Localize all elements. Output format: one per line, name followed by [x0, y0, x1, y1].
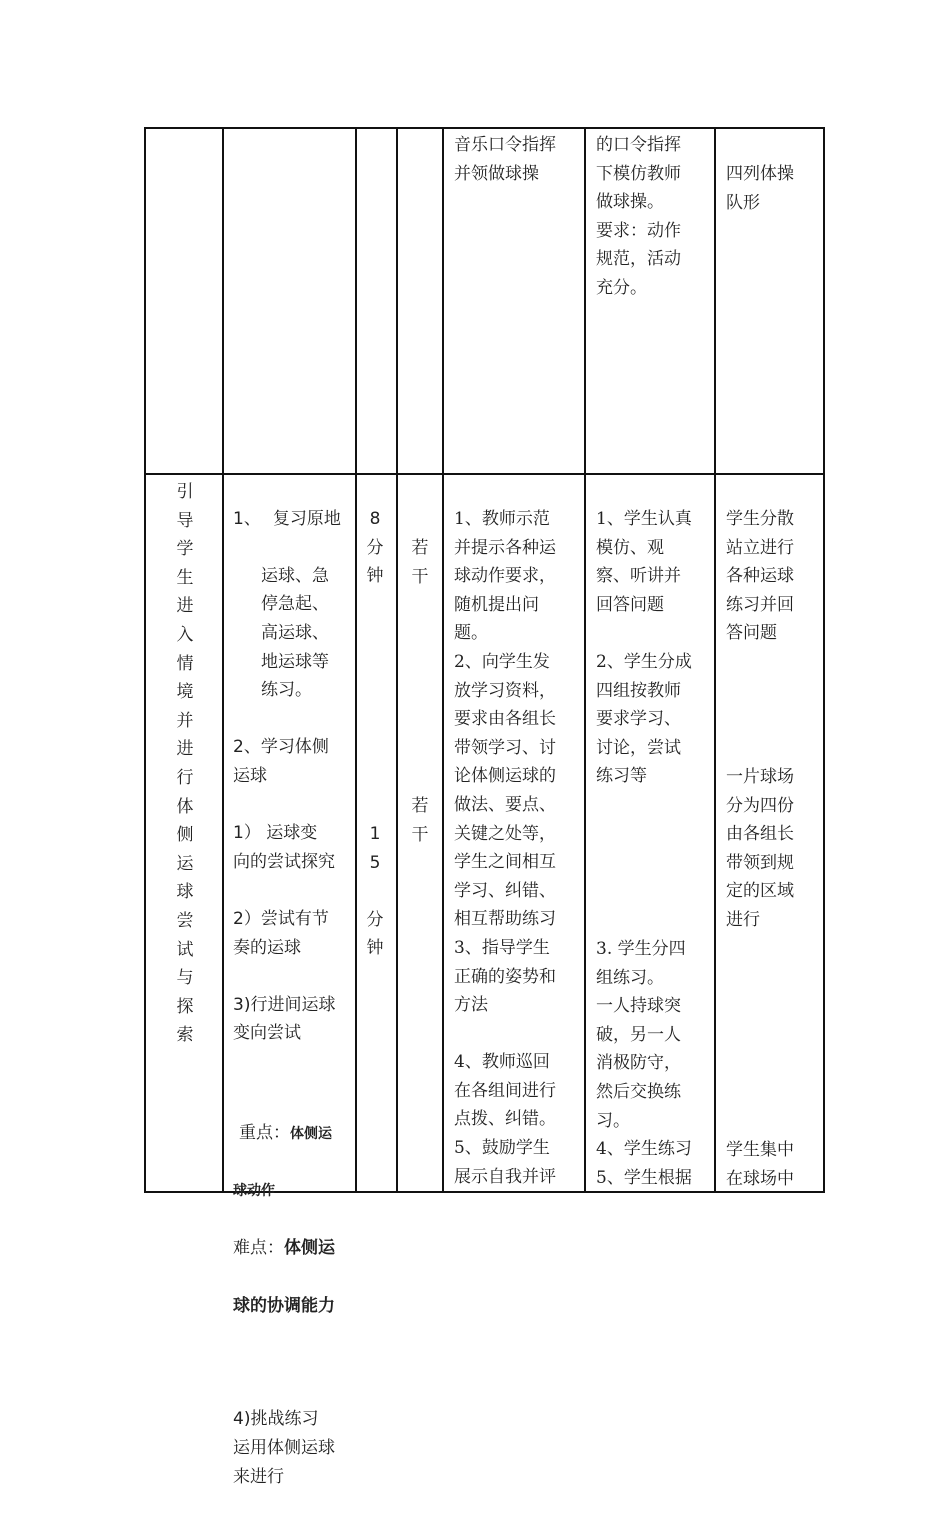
row2-time-1: 8 分 钟	[366, 509, 384, 587]
difficult-point	[233, 1234, 353, 1263]
row1-teacher-activity: 音乐口令指挥 并领做球操	[454, 135, 556, 184]
row2-organization-b: 一片球场 分为四份 由各组长 带领到规 定的区域 进行	[726, 767, 794, 930]
key-point-label: 重点：	[239, 1123, 290, 1144]
difficult-point-text-2: 球的协调能力	[233, 1295, 335, 1316]
row2-teacher-activity: 1、教师示范 并提示各种运 球动作要求， 随机提出问 题。 2、向学生发 放学习资料， 要求由各组长 带领学习、讨 论体侧运球的 做法、要点、 关键之处等， 学生之间相互 学习、纠错、 相互帮助练习 3、指导学生 正确的姿势和 方法 4、教师巡回 在各组间进行 点拨、纠错。 5、鼓励学生 展示自我并评	[454, 509, 556, 1187]
row2-student-activity-a: 1、学生认真 模仿、观 察、听讲并 回答问题 2、学生分成 四组按教师 要求学习、 讨论，尝试 练习等	[596, 509, 692, 787]
row2-stage-title: 引导学生进入情境并进行体侧运球尝试与探索	[176, 482, 194, 1046]
content-sub-2: 2）尝试有节 奏的运球	[233, 908, 329, 958]
lesson-plan-table	[144, 127, 825, 1487]
row-divider	[146, 473, 823, 475]
content-item-1	[233, 505, 353, 534]
column-divider	[396, 129, 398, 1191]
key-point-text-2: 球动作	[233, 1183, 275, 1200]
row2-count-2: 若 干	[411, 796, 429, 845]
column-divider	[222, 129, 224, 1191]
column-divider	[714, 129, 716, 1191]
content-item-4: 4)挑战练习 运用体侧运球 来进行	[233, 1409, 335, 1487]
row1-student-activity: 的口令指挥 下模仿教师 做球操。 要求：动作 规范，活动 充分。	[596, 135, 681, 298]
column-divider	[584, 129, 586, 1191]
item-1-text: 运球、急 停急起、 高运球、 地运球等 练习。	[261, 565, 329, 701]
difficult-point-label: 难点：	[233, 1238, 284, 1259]
row2-content	[233, 476, 353, 1520]
column-divider	[355, 129, 357, 1191]
item-1-number: 1、	[233, 508, 261, 529]
row1-organization: 四列体操 队形	[726, 164, 794, 213]
column-divider	[442, 129, 444, 1191]
content-item-2: 2、学习体侧 运球	[233, 737, 329, 786]
key-point-text: 体侧运	[290, 1126, 332, 1143]
item-1-first-line: 复习原地	[272, 508, 341, 529]
content-sub-1: 1） 运球变 向的尝试探究	[233, 823, 335, 872]
key-point	[233, 1119, 353, 1149]
row2-count-1: 若 干	[411, 538, 429, 587]
row2-organization-c: 学生集中 在球场中	[726, 1140, 794, 1189]
content-sub-3: 3)行进间运球 变向尝试	[233, 994, 336, 1044]
row2-time-2: 1 5 分 钟	[366, 824, 384, 959]
row2-student-activity-b: 3. 学生分四 组练习。 一人持球突 破，另一人 消极防守， 然后交换练 习。 4、学生练习 5、学生根据	[596, 939, 692, 1188]
row2-organization-a: 学生分散 站立进行 各种运球 练习并回 答问题	[726, 509, 794, 644]
difficult-point-text: 体侧运	[284, 1238, 335, 1259]
